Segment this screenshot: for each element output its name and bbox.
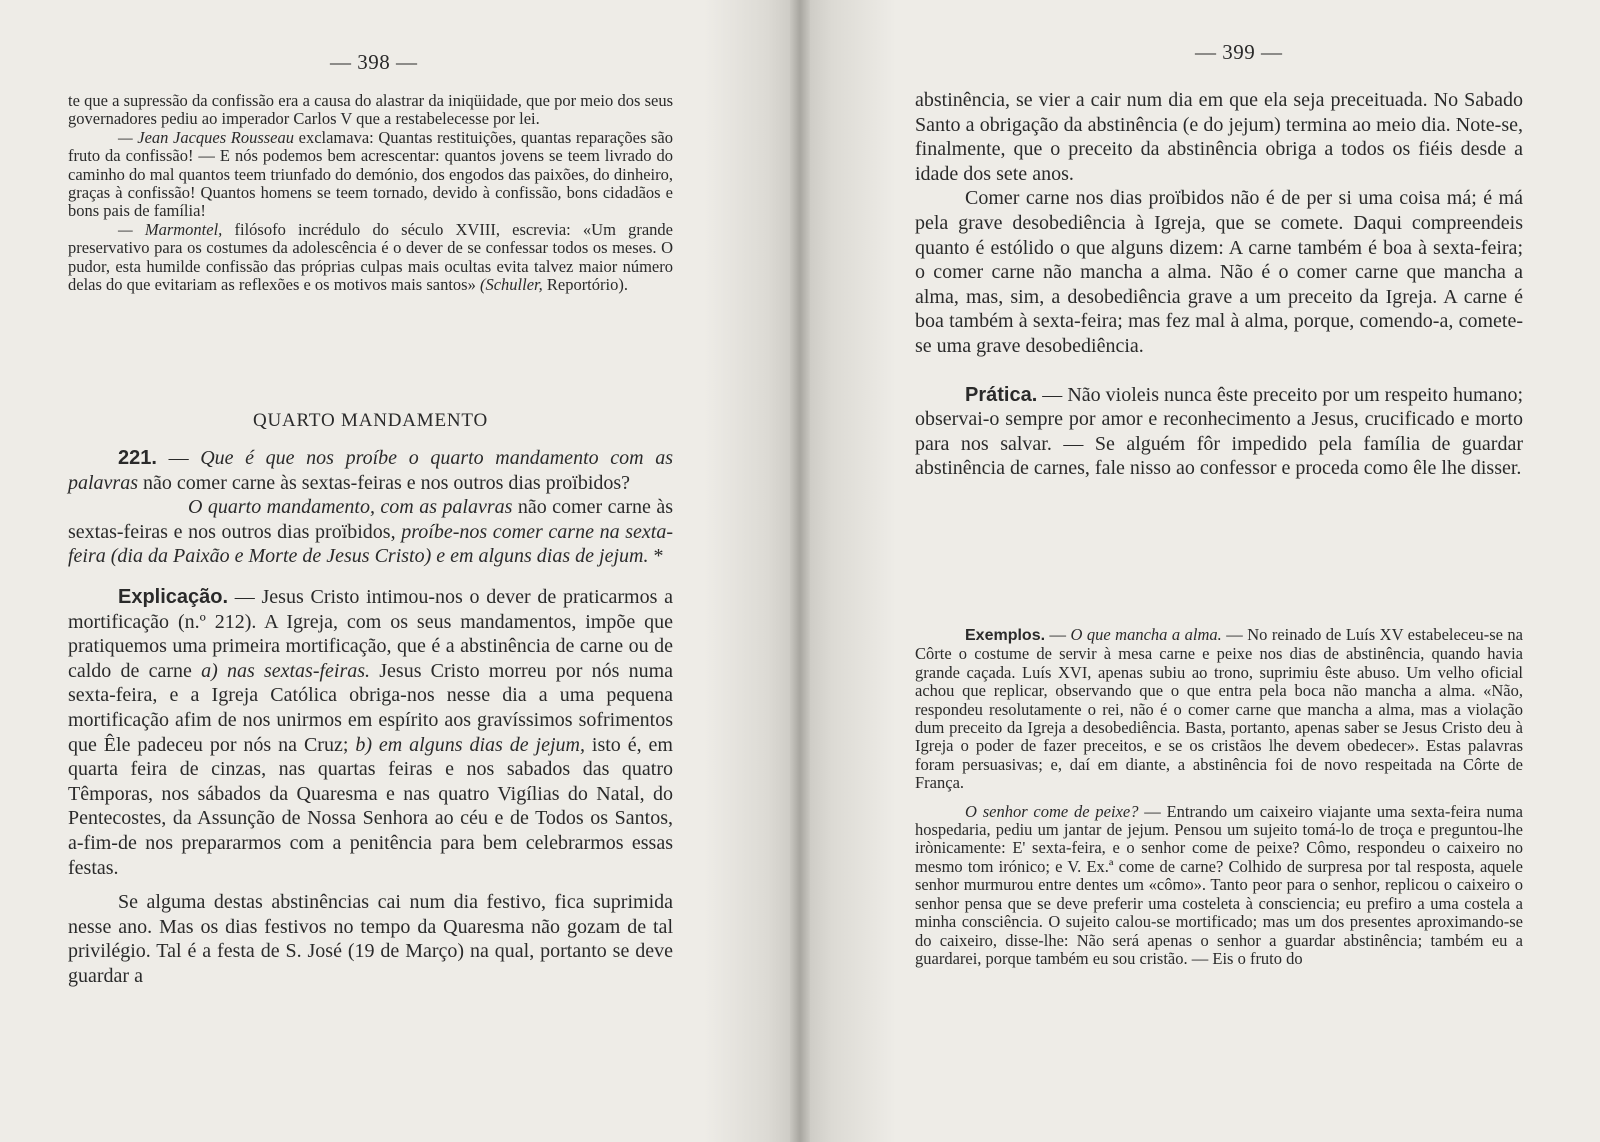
question-italic: Que é que nos proíbe o quarto mandamento com as palavras: [68, 447, 673, 494]
paragraph: te que a supressão da confissão era a causa do alastrar da iniqüidade, que por meio dos seus governadores pediu ao imperador Carlos V que a restabelecesse por lei.: [68, 91, 673, 129]
paragraph: Comer carne nos dias proïbidos não é de per si uma coisa má; é má pela grave desobediência à Igreja, que se comete. Daqui compreendeis quanto é estólido o que alguns dizem: A carne também é boa à sexta-feira; o comer carne não mancha a alma. Não é o comer carne que mancha a alma, mas, sim, a desobediência grave a um preceito da Igreja. A carne é boa também à sexta-feira; mas fez mal à alma, porque, comendo-a, comete-se uma grave desobediência.: [915, 187, 1523, 357]
example-paragraph: [915, 626, 1523, 793]
question: [68, 446, 673, 495]
example-title: O senhor come de peixe?: [965, 801, 1139, 821]
question-dash: —: [156, 447, 201, 469]
example-text: — No reinado de Luís XV estabeleceu-se na Côrte o costume de servir à mesa carne e peixe nos dias de abstinência, quando havia grande caçada. Luís XVI, apenas subiu ao trono, suprimiu êste abuso. Um velho oficial achou que replicar, observando que o que entra pela boca não mancha a alma. «Não, respondeu resolutamente o rei, não é o comer carne que mancha a alma, mas a violação dum preceito da Igreja a desobediência. Basta, portanto, apenas saber se Jesus Cristo deu à Igreja o poder de fazer preceitos, e se os cristãos lhe devem obedecer». Estas palavras foram persuasivas; e, daí em diante, a abstinência foi de novo respeitada na Côrte de França.: [915, 625, 1523, 793]
example-title: O que mancha a alma.: [1070, 625, 1222, 644]
author-name: — Jean Jacques Rousseau: [118, 127, 295, 147]
example-paragraph: [915, 803, 1523, 969]
explanation-italic: b) em alguns dias de jejum,: [355, 733, 585, 756]
exemplos-label: Exemplos.: [965, 627, 1046, 644]
paragraph-text: filósofo incrédulo do século XVIII, escrevia: «Um grande preservativo para os costumes da adolescência é o dever de se confessar todos os meses. O pudor, esta humilde confissão das próprias culpas mais ocultas evita talvez maior número delas do que evitariam as reflexões e os motivos mais santos»: [68, 219, 673, 295]
page-number: — 399 —: [1195, 40, 1283, 64]
paragraph: Se alguma destas abstinências cai num dia festivo, fica suprimida nesse ano. Mas os dias festivos no tempo da Quaresma não gozam de tal privilégio. Tal é a festa de S. José (19 de Março) na qual, portanto se deve guardar a: [68, 891, 673, 987]
paragraph-text: exclamava: Quantas restituições, quantas reparações são fruto da confissão! — E nós podemos bem acrescentar: quantos jovens se teem livrado do caminho do mal quantos teem triunfado do demónio, dos engodos das paixões, do dinheiro, graças à confissão! Quantos homens se teem tornado, devido à confissão, bons cidadãos e bons pais de família!: [68, 127, 673, 221]
explanation-italic: a) nas sextas-feiras.: [201, 659, 371, 682]
explanation-text: — Jesus Cristo intimou-nos o dever de praticarmos a mortificação (n.º 212). A Igreja, com os seus mandamentos, impõe que pratiquemos uma primeira mortificação, que é a abstinência de carne ou de caldo de carne: [68, 585, 673, 682]
pratica-text: — Não violeis nunca êste preceito por um respeito humano; observai-o sempre por amor e reconhecimento a Jesus, crucificado e morto para nos salvar. — Se alguém fôr impedido pela família de guardar abstinência de carnes, fale nisso ao confessor e proceda como êle lhe disser.: [915, 383, 1523, 480]
question-text: não comer carne às sextas-feiras e nos outros dias proïbidos?: [138, 471, 631, 494]
answer-star: *: [648, 545, 664, 568]
commandment-section: [68, 392, 673, 988]
answer: [68, 495, 673, 569]
author-name: — Marmontel,: [118, 219, 223, 239]
examples-block: [915, 626, 1523, 968]
explanation-text: isto é, em quarta feira de cinzas, nas quartas feiras e nos sabados das quatro Têmporas, nos sábados da Quaresma e nas quatro Vigílias do Natal, do Pentecostes, da Assunção de Nossa Senhora ao céu e de Todos os Santos, a-fim-de nos prepararmos com a penitência para bem celebrarmos essas festas.: [68, 733, 673, 879]
example-text: — Entrando um caixeiro viajante uma sexta-feira numa hospedaria, pediu um jantar de jejum. Pensou um sujeito tomá-lo de troça e preguntou-lhe irònicamente: E' sexta-feira, e o senhor come de peixe? Cômo, respondeu o caixeiro no mesmo tom irónico; e V. Ex.ª come de carne? Colhido de surpresa por tal resposta, aquele senhor murmurou entre dentes um «cômo». Tanto peor para o senhor, replicou o caixeiro o senhor pensa que se deve preferir uma costeleta à consciencia; eu prefiro a uma costela a minha consciência. O sujeito calou-se mortificado; mas um dos presentes aproximando-se do caixeiro, disse-lhe: Não será apenas o senhor a guardar abstinência; também eu a guardarei, porque também eu sou cristão. — Eis o fruto do: [915, 801, 1523, 968]
section-title: QUARTO MANDAMENTO: [252, 410, 488, 431]
explanation: [68, 585, 673, 880]
paragraph: [68, 221, 673, 295]
pratica-paragraph: [915, 383, 1523, 481]
confession-text-block: [68, 92, 673, 294]
paragraph: [68, 129, 673, 221]
paragraph: abstinência, se vier a cair num dia em que ela seja preceituada. No Sabado Santo a obrigação da abstinência (e do jejum) termina ao meio dia. Note-se, finalmente, que o preceito da abstinência obriga a todos os fiéis desde a idade dos sete anos.: [915, 89, 1523, 185]
answer-italic: O quarto mandamento, com as palavras: [188, 496, 513, 519]
book-gutter: [790, 0, 810, 1142]
example-dash: —: [1045, 625, 1071, 644]
source-citation: (Schuller,: [479, 275, 543, 295]
question-number: 221.: [118, 447, 157, 469]
answer-text: não comer carne às sextas-feiras e nos outros dias proïbidos,: [68, 496, 673, 543]
explanation-text: Jesus Cristo morreu por nós numa sexta-feira, e a Igreja Católica obriga-nos nesse dia a uma pequena mortificação afim de nos unirmos em espírito aos gravíssimos sofrimentos que Êle padeceu por nós na Cruz;: [68, 659, 674, 756]
pratica-label: Prática.: [965, 383, 1038, 406]
page-number: — 398 —: [330, 50, 418, 74]
explanation-label: Explicação.: [118, 585, 229, 608]
paragraph-text: Reportório).: [542, 275, 628, 295]
abstinence-text-block: [915, 88, 1523, 481]
right-page: [800, 0, 1600, 1142]
answer-italic: proíbe-nos comer carne na sexta-feira (dia da Paixão e Morte de Jesus Cristo) e em alguns dias de jejum.: [68, 520, 673, 568]
